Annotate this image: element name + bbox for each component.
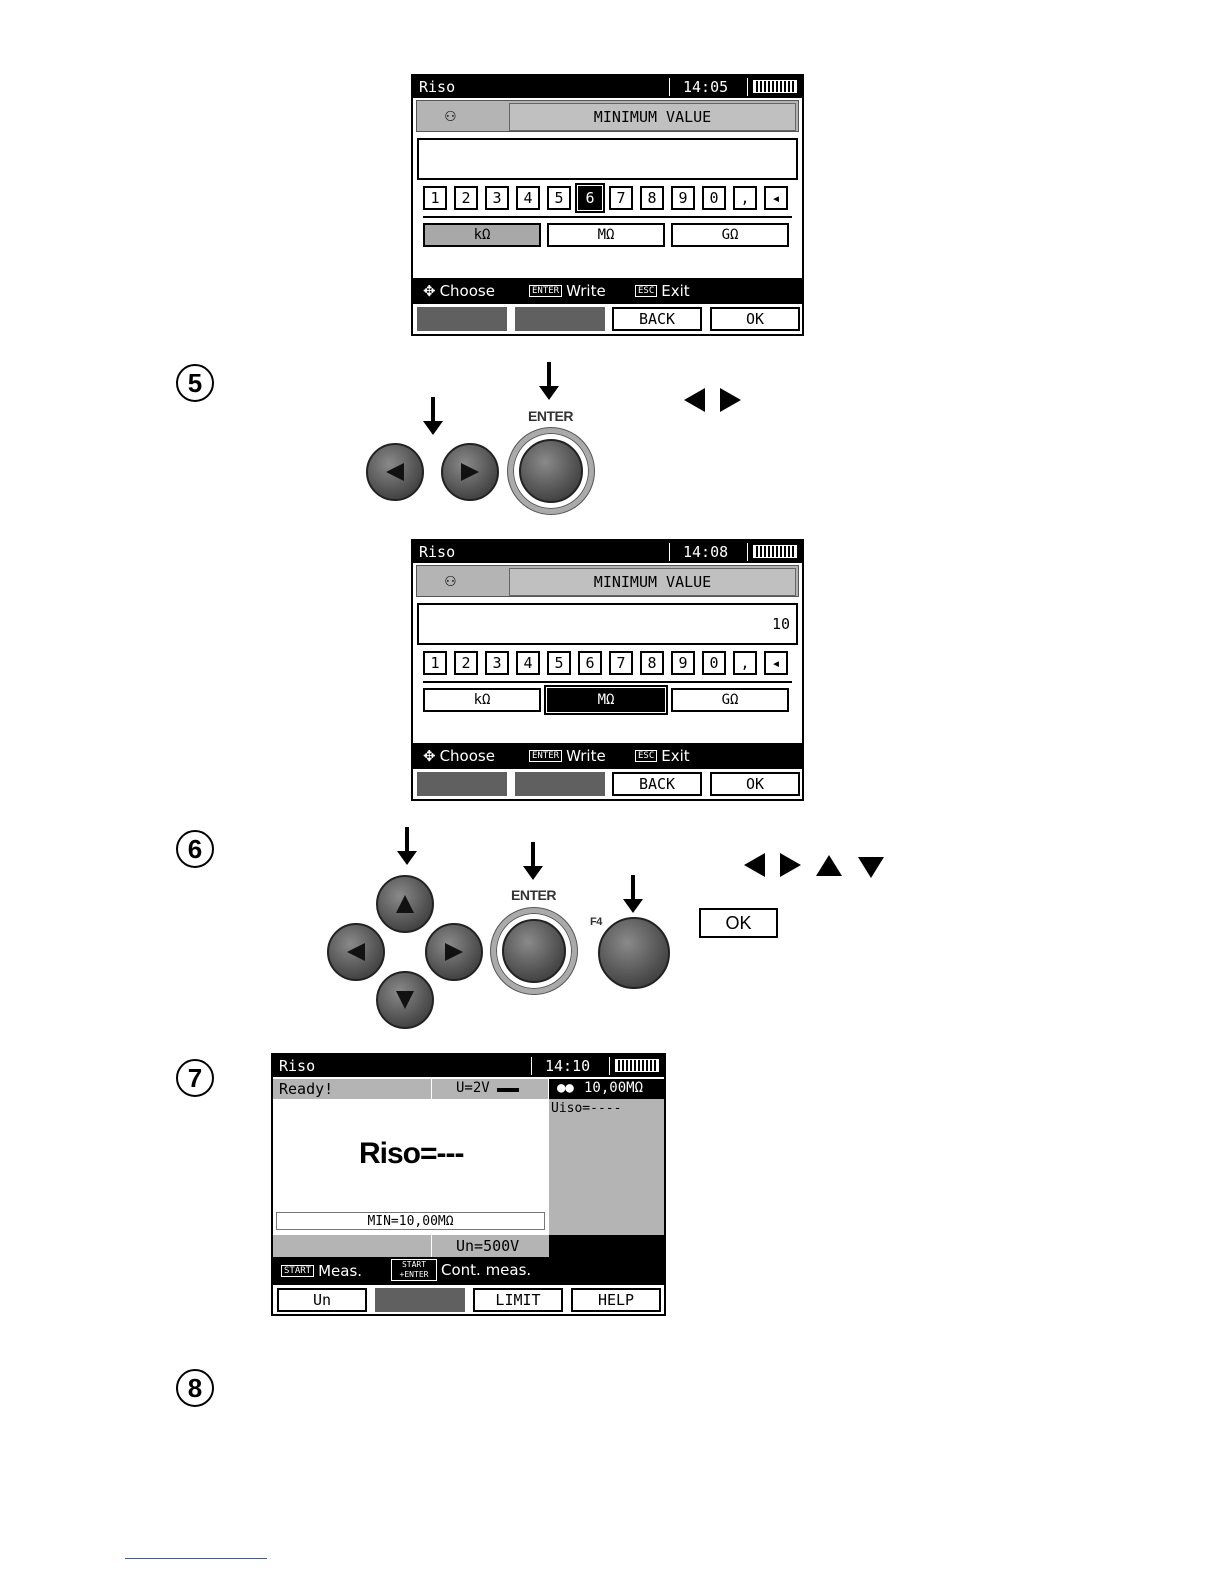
unit-mohm[interactable]: MΩ [547,688,665,712]
key-0[interactable]: 0 [702,651,726,675]
function-bar [273,1285,664,1315]
function-bar [413,304,802,334]
digit-keypad [423,186,788,210]
unit-kohm[interactable]: kΩ [423,223,541,247]
left-triangle-icon [386,463,404,481]
enter-key-tag: ENTER [529,285,562,297]
screen-title: MINIMUM VALUE [509,103,796,131]
help-bar [413,278,802,304]
press-arrow-icon [405,827,409,853]
mode-label: Riso [419,78,456,96]
key-3[interactable]: 3 [485,186,509,210]
uiso-readout: Uiso=---- [551,1101,622,1116]
unit-gohm[interactable]: GΩ [671,223,789,247]
value-input[interactable] [417,138,798,180]
key-9[interactable]: 9 [671,186,695,210]
esc-key-tag: ESC [635,285,657,297]
key-1[interactable]: 1 [423,651,447,675]
help-choose: ✥ Choose [423,282,495,300]
unit-mohm[interactable]: MΩ [547,223,665,247]
separator [431,1235,432,1257]
meter-screen-minimum-value-1 [411,74,804,336]
separator [747,78,748,96]
un-row [273,1235,549,1257]
min-limit-readout: MIN=10,00MΩ [276,1212,545,1230]
mode-label: Riso [279,1057,316,1075]
help-write: ENTER Write [529,747,606,765]
key-comma[interactable]: , [733,186,757,210]
screen-header [416,100,799,132]
screen-header [416,565,799,597]
digit-keypad [423,651,788,675]
status-row [273,1079,548,1099]
ok-key-label: OK [699,908,778,938]
press-arrow-icon [547,362,551,388]
navigate-arrows-icon: ✥ [423,747,436,765]
right-arrow-button[interactable] [425,923,483,981]
clock: 14:10 [545,1057,591,1075]
key-comma[interactable]: , [733,651,757,675]
separator [609,1057,610,1075]
f2-button[interactable] [515,772,605,796]
un-readout: Un=500V [456,1237,520,1255]
meter-screen-riso-ready [271,1053,666,1316]
separator [431,1079,432,1099]
battery-icon [615,1059,659,1072]
step-number-8: 8 [176,1369,214,1407]
f2-button[interactable] [515,307,605,331]
press-arrow-icon [531,842,535,868]
limit-header [549,1079,666,1099]
start-key-tag: START [281,1265,314,1277]
key-8[interactable]: 8 [640,186,664,210]
enter-button[interactable] [519,439,583,503]
function-bar [413,769,802,799]
f1-button[interactable] [417,307,507,331]
status-bar [413,76,802,98]
dc-symbol-icon [497,1088,519,1092]
unit-gohm[interactable]: GΩ [671,688,789,712]
key-8[interactable]: 8 [640,651,664,675]
esc-key-tag: ESC [635,750,657,762]
back-button[interactable]: BACK [612,307,702,331]
f4-label: F4 [590,916,602,928]
start-enter-key-tag: START +ENTER [391,1259,437,1281]
down-triangle-icon [858,857,884,878]
ok-button[interactable]: OK [710,307,800,331]
key-2[interactable]: 2 [454,186,478,210]
right-triangle-icon [445,943,463,961]
help-bar [273,1257,666,1285]
battery-icon [753,545,797,558]
step-number-5: 5 [176,364,214,402]
help-exit: ESC Exit [635,282,690,300]
key-7[interactable]: 7 [609,651,633,675]
left-triangle-icon [347,943,365,961]
key-7[interactable]: 7 [609,186,633,210]
divider [423,216,792,218]
f2-button[interactable] [375,1288,465,1312]
separator [747,543,748,561]
step-number-6: 6 [176,830,214,868]
clock: 14:05 [683,78,729,96]
clock: 14:08 [683,543,729,561]
left-triangle-icon [744,853,765,877]
meter-logo-icon: ⚇ [445,570,456,591]
help-cont-meas: START +ENTER Cont. meas. [391,1259,531,1281]
left-arrow-button[interactable] [327,923,385,981]
up-arrow-button[interactable] [376,875,434,933]
backspace-key-icon[interactable]: ◂ [764,186,788,210]
probe-icon: ●● [557,1080,574,1096]
help-write: ENTER Write [529,282,606,300]
up-triangle-icon [816,855,842,876]
key-6[interactable]: 6 [578,186,602,210]
key-3[interactable]: 3 [485,651,509,675]
f1-button[interactable] [417,772,507,796]
help-choose: ✥ Choose [423,747,495,765]
step-number-7: 7 [176,1059,214,1097]
footnote-rule [125,1558,267,1559]
voltage-readout: U=2V [456,1080,490,1096]
value-input[interactable]: 10 [417,603,798,645]
key-5[interactable]: 5 [547,651,571,675]
ready-status: Ready! [279,1080,334,1098]
limit-value: 10,00MΩ [584,1080,644,1096]
key-2[interactable]: 2 [454,651,478,675]
key-9[interactable]: 9 [671,651,695,675]
right-arrow-button[interactable] [441,443,499,501]
unit-selector [423,688,789,712]
unit-kohm[interactable]: kΩ [423,688,541,712]
separator [531,1057,532,1075]
left-triangle-icon [684,388,705,412]
enter-label: ENTER [528,408,573,424]
key-0[interactable]: 0 [702,186,726,210]
enter-key-tag: ENTER [529,750,562,762]
meter-logo-icon: ⚇ [445,105,456,126]
key-4[interactable]: 4 [516,651,540,675]
right-triangle-icon [461,463,479,481]
right-triangle-icon [780,853,801,877]
battery-icon [753,80,797,93]
help-exit: ESC Exit [635,747,690,765]
navigate-arrows-icon: ✥ [423,282,436,300]
press-arrow-icon [631,875,635,901]
key-4[interactable]: 4 [516,186,540,210]
side-panel [549,1099,666,1235]
key-6[interactable]: 6 [578,651,602,675]
help-button[interactable]: HELP [571,1288,661,1312]
backspace-key-icon[interactable]: ◂ [764,651,788,675]
riso-reading: Riso=--- [359,1137,464,1170]
down-triangle-icon [396,991,414,1009]
limit-button[interactable]: LIMIT [473,1288,563,1312]
press-arrow-icon [431,397,435,423]
enter-label: ENTER [511,887,556,903]
ok-button[interactable]: OK [710,772,800,796]
divider [423,681,792,683]
meter-screen-minimum-value-2 [411,539,804,801]
mode-label: Riso [419,543,456,561]
separator [669,78,670,96]
key-1[interactable]: 1 [423,186,447,210]
help-meas: START Meas. [281,1262,362,1280]
help-bar [413,743,802,769]
enter-button[interactable] [502,919,566,983]
down-arrow-button[interactable] [376,971,434,1029]
unit-selector [423,223,789,247]
left-arrow-button[interactable] [366,443,424,501]
status-bar [273,1055,664,1077]
right-triangle-icon [720,388,741,412]
separator [669,543,670,561]
f4-button[interactable] [598,917,670,989]
status-bar [413,541,802,563]
side-panel-footer [549,1235,666,1257]
key-5[interactable]: 5 [547,186,571,210]
back-button[interactable]: BACK [612,772,702,796]
up-triangle-icon [396,895,414,913]
un-button[interactable]: Un [277,1288,367,1312]
screen-title: MINIMUM VALUE [509,568,796,596]
